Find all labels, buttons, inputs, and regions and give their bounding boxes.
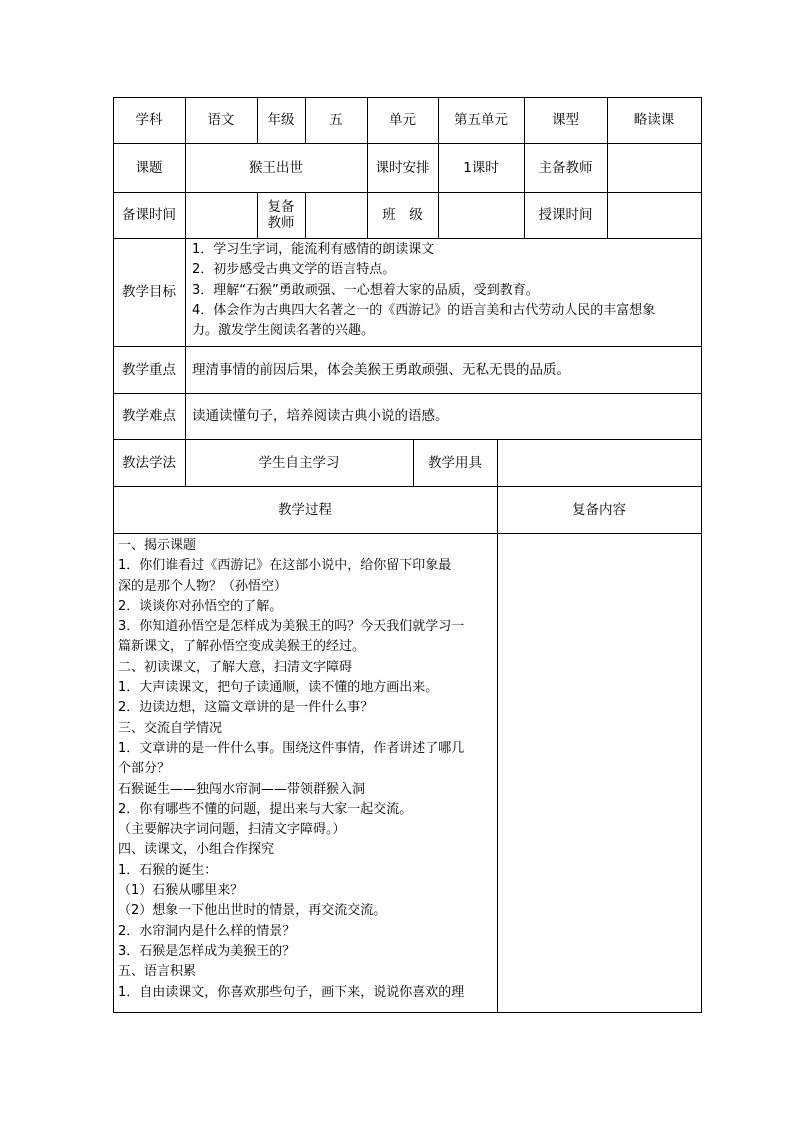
teaching-process-header: 教学过程	[278, 501, 332, 518]
goal-line: 4．体会作为古典四大名著之一的《西游记》的语言美和古代劳动人民的丰富想象	[192, 302, 656, 318]
review-teacher-label-line1: 复备	[267, 199, 295, 215]
review-teacher-value[interactable]	[305, 192, 367, 238]
process-line: 四、读课文，小组合作探究	[118, 842, 275, 858]
methods-label: 教法学法	[122, 454, 176, 471]
process-line: 二、初读课文，了解大意，扫清文字障碍	[118, 659, 353, 675]
process-line: 3．你知道孙悟空是怎样成为美猴王的吗？今天我们就学习一	[118, 619, 465, 635]
teaching-process-content	[118, 536, 496, 1003]
goal-line: 2．初步感受古典文学的语言特点。	[192, 262, 396, 278]
process-line: （主要解决字词问题，扫清文字障碍。）	[118, 822, 346, 838]
process-line: 篇新课文，了解孙悟空变成美猴王的经过。	[118, 639, 366, 655]
process-line: 一、揭示课题	[118, 538, 197, 553]
goal-line: 3．理解“石猴”勇敢顽强、一心想着大家的品质，受到教育。	[192, 282, 539, 298]
lesson-type-label: 课型	[552, 112, 579, 128]
process-line: 深的是那个人物？（孙悟空）	[118, 578, 288, 594]
goal-line: 1．学习生字词，能流利有感情的朗读课文	[192, 242, 435, 257]
grade-label: 年级	[267, 112, 295, 128]
difficulties-value: 读通读懂句子，培养阅读古典小说的语感。	[192, 408, 449, 424]
teaching-tools-label: 教学用具	[428, 454, 482, 471]
unit-label: 单元	[389, 112, 416, 128]
teaching-goals-content	[192, 240, 698, 341]
hours-label: 课时安排	[375, 159, 430, 176]
teaching-tools-value[interactable]	[497, 439, 701, 486]
topic-value: 猴王出世	[249, 159, 303, 176]
class-value[interactable]	[438, 192, 524, 238]
key-points-value: 理清事情的前因后果，体会美猴王勇敢顽强、无私无畏的品质。	[192, 361, 570, 378]
class-label: 班 级	[382, 207, 423, 223]
review-content-header: 复备内容	[572, 501, 626, 518]
review-teacher-label	[257, 192, 305, 238]
process-line: 石猴诞生——独闯水帘洞——带领群猴入洞	[118, 781, 366, 797]
process-line: 五、语言积累	[118, 964, 197, 980]
process-line: 1．文章讲的是一件什么事。围绕这件事情，作者讲述了哪几	[118, 740, 465, 756]
teach-time-value[interactable]	[607, 192, 701, 238]
teach-time-label: 授课时间	[538, 207, 593, 223]
process-line: 三、交流自学情况	[118, 720, 223, 736]
lead-teacher-value[interactable]	[607, 143, 701, 192]
process-line: 2．边读边想，这篇文章讲的是一件什么事？	[118, 700, 374, 716]
methods-value: 学生自主学习	[258, 454, 340, 471]
process-line: 1．石猴的诞生：	[118, 862, 218, 878]
process-line: 1．自由读课文，你喜欢那些句子，画下来，说说你喜欢的理	[118, 984, 465, 1000]
grade-value: 五	[329, 112, 343, 128]
review-content-area[interactable]	[498, 534, 701, 1012]
topic-label: 课题	[135, 159, 163, 176]
process-line: 2．谈谈你对孙悟空的了解。	[118, 598, 283, 614]
key-points-label: 教学重点	[122, 361, 176, 378]
prep-time-label: 备课时间	[122, 207, 176, 223]
difficulties-label: 教学难点	[122, 408, 176, 424]
lead-teacher-label: 主备教师	[538, 159, 593, 176]
subject-value: 语文	[207, 112, 235, 128]
goal-line: 力。激发学生阅读名著的兴趣。	[192, 323, 375, 339]
subject-label: 学科	[135, 112, 163, 128]
prep-time-value[interactable]	[185, 192, 257, 238]
unit-value: 第五单元	[454, 112, 508, 128]
process-line: 1．大声读课文，把句子读通顺，读不懂的地方画出来。	[118, 680, 439, 696]
hours-value: 1课时	[463, 159, 499, 176]
process-line: 个部分？	[118, 761, 171, 777]
process-line: 1．你们谁看过《西游记》在这部小说中，给你留下印象最	[118, 558, 452, 574]
lesson-type-value: 略读课	[633, 112, 675, 128]
teaching-goals-label: 教学目标	[122, 284, 176, 300]
process-line: （2）想象一下他出世时的情景，再交流交流。	[118, 903, 387, 919]
process-line: （1）石猴从哪里来？	[118, 883, 244, 899]
process-line: 2．你有哪些不懂的问题，提出来与大家一起交流。	[118, 801, 413, 817]
process-line: 2．水帘洞内是什么样的情景？	[118, 923, 296, 939]
review-teacher-label-line2: 教师	[267, 215, 295, 231]
process-line: 3．石猴是怎样成为美猴王的？	[118, 943, 296, 959]
